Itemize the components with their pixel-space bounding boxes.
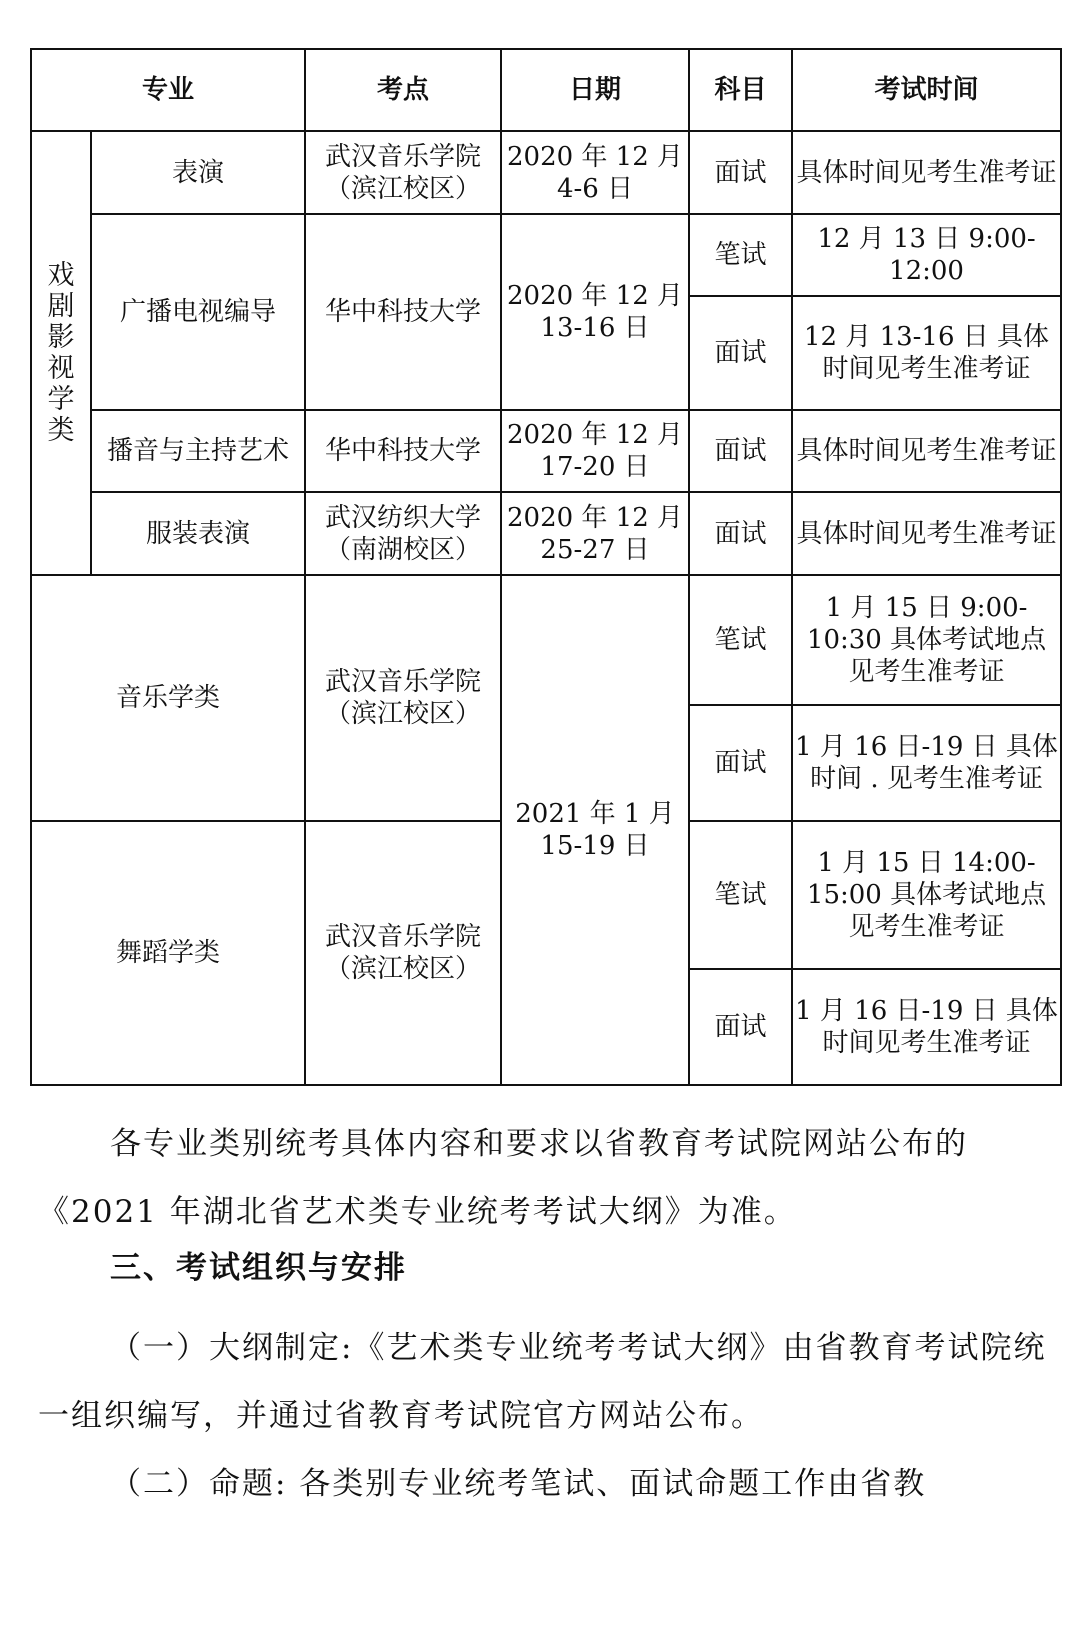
exam-schedule-table xyxy=(30,48,1062,1086)
time-cell: 1 月 16 日-19 日 具体时间 . 见考生准考证 xyxy=(792,705,1061,821)
date-cell: 2021 年 1 月 15-19 日 xyxy=(501,575,689,1085)
table-row xyxy=(31,214,1061,296)
subject-cell: 面试 xyxy=(689,492,792,575)
major-cell: 舞蹈学类 xyxy=(31,821,305,1085)
time-cell: 具体时间见考生准考证 xyxy=(792,131,1061,214)
date-cell: 2020 年 12 月 4-6 日 xyxy=(501,131,689,214)
paragraph-outline-note: 各专业类别统考具体内容和要求以省教育考试院网站公布的《2021 年湖北省艺术类专业统考考试大纲》为准。 xyxy=(38,1126,968,1230)
table-row xyxy=(31,575,1061,705)
table-header-row xyxy=(31,49,1061,131)
section-heading: 三、考试组织与安排 xyxy=(110,1250,407,1286)
major-cell: 广播电视编导 xyxy=(91,214,305,410)
site-cell: 武汉音乐学院（滨江校区） xyxy=(305,575,501,821)
site-cell: 华中科技大学 xyxy=(305,410,501,492)
site-cell: 武汉纺织大学（南湖校区） xyxy=(305,492,501,575)
date-cell: 2020 年 12 月 25-27 日 xyxy=(501,492,689,575)
time-cell: 具体时间见考生准考证 xyxy=(792,492,1061,575)
paragraph-proposition: （二）命题: 各类别专业统考笔试、面试命题工作由省教 xyxy=(110,1466,927,1502)
time-cell: 具体时间见考生准考证 xyxy=(792,410,1061,492)
paragraph-outline: （一）大纲制定:《艺术类专业统考考试大纲》由省教育考试院统一组织编写，并通过省教育考试院官方网站公布。 xyxy=(38,1330,1047,1434)
group-label: 戏剧影视学类 xyxy=(47,260,75,446)
subject-cell: 面试 xyxy=(689,410,792,492)
major-cell: 表演 xyxy=(91,131,305,214)
group-cell xyxy=(31,131,91,575)
subject-cell: 笔试 xyxy=(689,214,792,296)
table-row xyxy=(31,410,1061,492)
header-date: 日期 xyxy=(501,49,689,131)
subject-cell: 面试 xyxy=(689,131,792,214)
subject-cell: 面试 xyxy=(689,969,792,1085)
time-cell: 12 月 13 日 9:00-12:00 xyxy=(792,214,1061,296)
header-major: 专业 xyxy=(31,49,305,131)
site-cell: 武汉音乐学院（滨江校区） xyxy=(305,131,501,214)
time-cell: 1 月 15 日 14:00-15:00 具体考试地点见考生准考证 xyxy=(792,821,1061,969)
time-cell: 1 月 16 日-19 日 具体时间见考生准考证 xyxy=(792,969,1061,1085)
subject-cell: 笔试 xyxy=(689,575,792,705)
header-subject: 科目 xyxy=(689,49,792,131)
header-time: 考试时间 xyxy=(792,49,1061,131)
header-site: 考点 xyxy=(305,49,501,131)
major-cell: 音乐学类 xyxy=(31,575,305,821)
date-cell: 2020 年 12 月 17-20 日 xyxy=(501,410,689,492)
table-row xyxy=(31,492,1061,575)
subject-cell: 笔试 xyxy=(689,821,792,969)
subject-cell: 面试 xyxy=(689,705,792,821)
site-cell: 武汉音乐学院（滨江校区） xyxy=(305,821,501,1085)
major-cell: 播音与主持艺术 xyxy=(91,410,305,492)
time-cell: 12 月 13-16 日 具体时间见考生准考证 xyxy=(792,296,1061,410)
major-cell: 服装表演 xyxy=(91,492,305,575)
site-cell: 华中科技大学 xyxy=(305,214,501,410)
date-cell: 2020 年 12 月 13-16 日 xyxy=(501,214,689,410)
table-row xyxy=(31,131,1061,214)
time-cell: 1 月 15 日 9:00-10:30 具体考试地点见考生准考证 xyxy=(792,575,1061,705)
subject-cell: 面试 xyxy=(689,296,792,410)
